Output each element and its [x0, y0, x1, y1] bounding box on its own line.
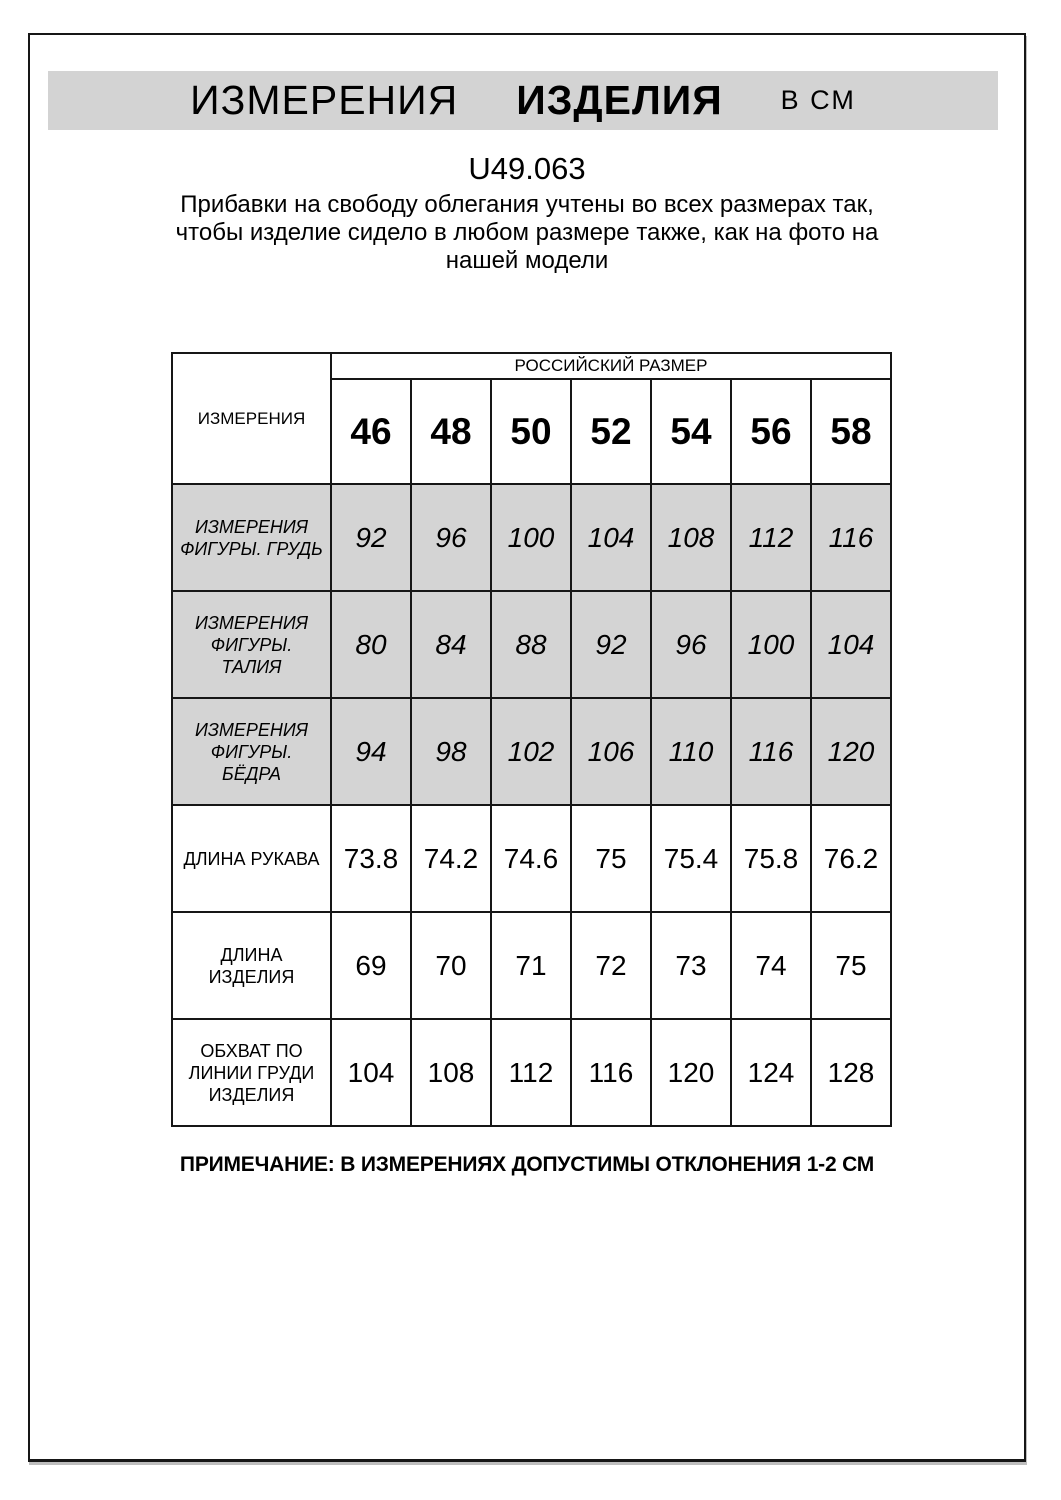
value-cell: 120: [651, 1019, 731, 1126]
value-cell: 102: [491, 698, 571, 805]
size-table: [171, 352, 892, 1127]
row-label: ИЗМЕРЕНИЯ ФИГУРЫ. ТАЛИЯ: [172, 591, 331, 698]
size-cell: 48: [411, 379, 491, 484]
size-cell: 52: [571, 379, 651, 484]
value-cell: 96: [411, 484, 491, 591]
fit-description-line: нашей модели: [445, 247, 609, 274]
value-cell: 116: [811, 484, 891, 591]
table-group-header-row: [172, 353, 891, 379]
size-cell: 54: [651, 379, 731, 484]
document-page: [28, 33, 1026, 1462]
value-cell: 92: [571, 591, 651, 698]
table-row-hips: [172, 698, 891, 805]
size-cell: 46: [331, 379, 411, 484]
value-cell: 104: [811, 591, 891, 698]
table-row-waist: [172, 591, 891, 698]
value-cell: 96: [651, 591, 731, 698]
title-word-measurements: ИЗМЕРЕНИЯ: [190, 77, 459, 123]
row-label: ОБХВАТ ПО ЛИНИИ ГРУДИ ИЗДЕЛИЯ: [172, 1019, 331, 1126]
value-cell: 75.8: [731, 805, 811, 912]
tolerance-note: ПРИМЕЧАНИЕ: В ИЗМЕРЕНИЯХ ДОПУСТИМЫ ОТКЛОНЕНИЯ 1-2 СМ: [179, 1153, 875, 1176]
value-cell: 124: [731, 1019, 811, 1126]
value-cell: 100: [731, 591, 811, 698]
value-cell: 108: [651, 484, 731, 591]
table-row-chest-girth: [172, 1019, 891, 1126]
value-cell: 74: [731, 912, 811, 1019]
value-cell: 72: [571, 912, 651, 1019]
russian-size-header: РОССИЙСКИЙ РАЗМЕР: [331, 353, 891, 379]
row-label: ИЗМЕРЕНИЯ ФИГУРЫ. БЁДРА: [172, 698, 331, 805]
fit-description: [30, 191, 1024, 275]
value-cell: 116: [571, 1019, 651, 1126]
value-cell: 71: [491, 912, 571, 1019]
value-cell: 98: [411, 698, 491, 805]
value-cell: 74.2: [411, 805, 491, 912]
value-cell: 112: [731, 484, 811, 591]
value-cell: 108: [411, 1019, 491, 1126]
value-cell: 73.8: [331, 805, 411, 912]
fit-description-line: чтобы изделие сидело в любом размере также, как на фото на: [175, 219, 879, 246]
value-cell: 69: [331, 912, 411, 1019]
value-cell: 75: [811, 912, 891, 1019]
row-label: ДЛИНА РУКАВА: [172, 805, 331, 912]
table-row-chest: [172, 484, 891, 591]
value-cell: 120: [811, 698, 891, 805]
value-cell: 70: [411, 912, 491, 1019]
title-band: [48, 71, 998, 130]
value-cell: 92: [331, 484, 411, 591]
value-cell: 110: [651, 698, 731, 805]
value-cell: 106: [571, 698, 651, 805]
value-cell: 128: [811, 1019, 891, 1126]
title-unit: В СМ: [780, 85, 856, 115]
value-cell: 104: [571, 484, 651, 591]
value-cell: 100: [491, 484, 571, 591]
value-cell: 73: [651, 912, 731, 1019]
value-cell: 88: [491, 591, 571, 698]
value-cell: 84: [411, 591, 491, 698]
title-word-product: ИЗДЕЛИЯ: [516, 77, 723, 123]
product-code: U49.063: [468, 151, 586, 186]
value-cell: 94: [331, 698, 411, 805]
table-row-item-length: [172, 912, 891, 1019]
size-cell: 56: [731, 379, 811, 484]
value-cell: 75.4: [651, 805, 731, 912]
value-cell: 116: [731, 698, 811, 805]
value-cell: 75: [571, 805, 651, 912]
corner-label: ИЗМЕРЕНИЯ: [172, 353, 331, 484]
row-label: ДЛИНА ИЗДЕЛИЯ: [172, 912, 331, 1019]
row-label: ИЗМЕРЕНИЯ ФИГУРЫ. ГРУДЬ: [172, 484, 331, 591]
value-cell: 104: [331, 1019, 411, 1126]
value-cell: 112: [491, 1019, 571, 1126]
table-row-sleeve-length: [172, 805, 891, 912]
size-cell: 50: [491, 379, 571, 484]
fit-description-line: Прибавки на свободу облегания учтены во всех размерах так,: [180, 191, 874, 218]
size-cell: 58: [811, 379, 891, 484]
value-cell: 80: [331, 591, 411, 698]
value-cell: 74.6: [491, 805, 571, 912]
value-cell: 76.2: [811, 805, 891, 912]
